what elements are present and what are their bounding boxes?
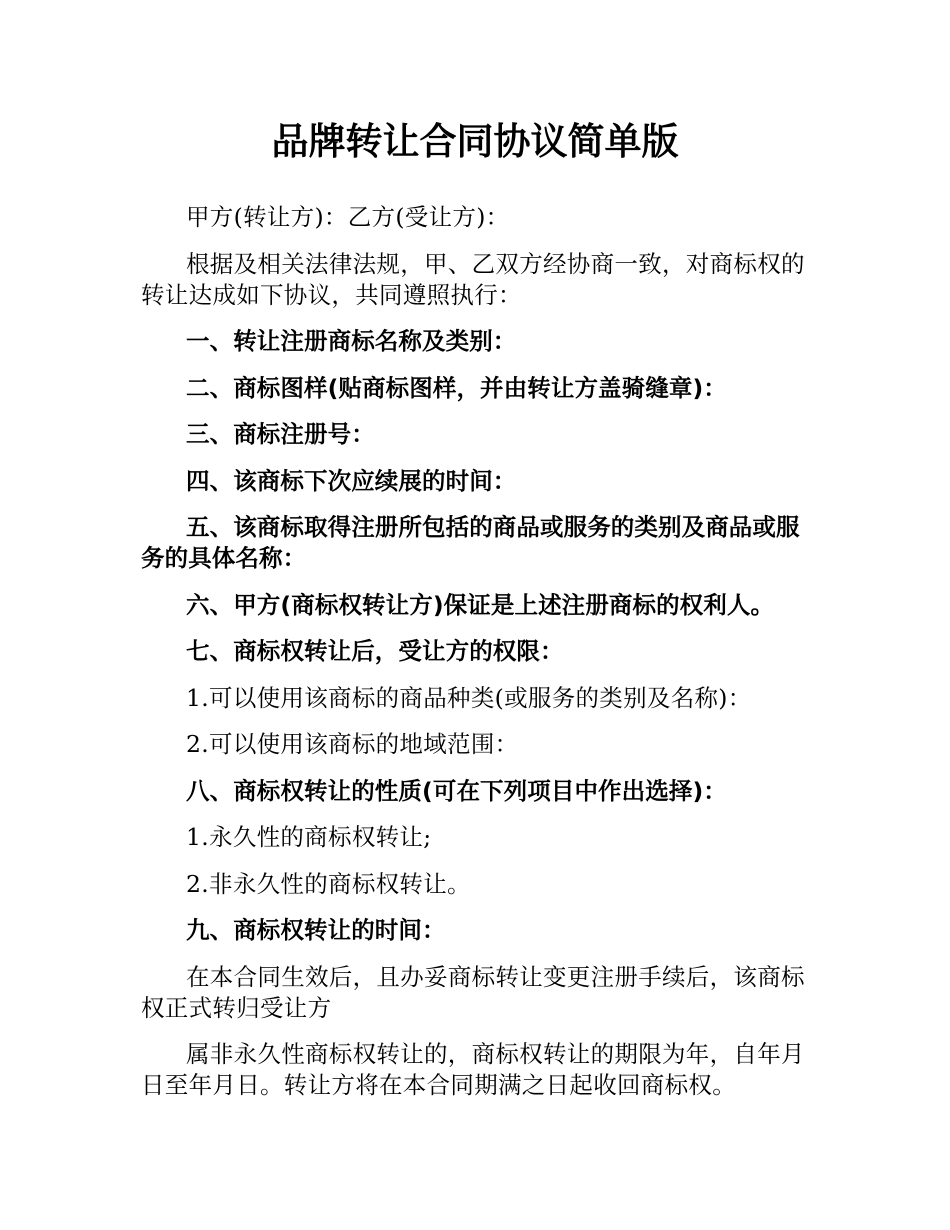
clause-9-heading: 九、商标权转让的时间： [186, 916, 446, 944]
clause-5-heading: 五、该商标取得注册所包括的商品或服务的类别及商品或服务的具体名称： [141, 513, 800, 572]
clause-8-heading: 八、商标权转让的性质(可在下列项目中作出选择)： [186, 776, 727, 805]
clause-8-item-1: 1.永久性的商标权转让; [186, 823, 432, 851]
clause-7-item-1: 1.可以使用该商标的商品种类(或服务的类别及名称)： [186, 683, 752, 712]
clause-3-heading: 三、商标注册号： [186, 420, 375, 448]
clause-8-item-2: 2.非永久性的商标权转让。 [186, 869, 471, 898]
preamble-paragraph: 根据及相关法律法规，甲、乙双方经协商一致，对商标权的转让达成如下协议，共同遵照执行： [141, 249, 805, 309]
document-title: 品牌转让合同协议简单版 [271, 120, 679, 163]
clause-9-paragraph-2: 属非永久性商标权转让的，商标权转让的期限为年，自年月日至年月日。转让方将在本合同期满之日起收回商标权。 [141, 1040, 805, 1099]
clause-4-heading: 四、该商标下次应续展的时间： [186, 466, 517, 495]
clause-6-heading: 六、甲方(商标权转让方)保证是上述注册商标的权利人。 [186, 590, 775, 619]
clause-7-heading: 七、商标权转让后，受让方的权限： [186, 637, 564, 665]
document-body [141, 202, 809, 1117]
clause-9-paragraph-1: 在本合同生效后，且办妥商标转让变更注册手续后，该商标权正式转归受让方 [141, 962, 805, 1022]
clause-7-item-2: 2.可以使用该商标的地域范围： [186, 730, 519, 758]
clause-2-heading: 二、商标图样(贴商标图样，并由转让方盖骑缝章)： [186, 373, 727, 402]
clause-1-heading: 一、转让注册商标名称及类别： [186, 327, 517, 355]
party-line: 甲方(转让方)：乙方(受让方)： [186, 203, 510, 231]
